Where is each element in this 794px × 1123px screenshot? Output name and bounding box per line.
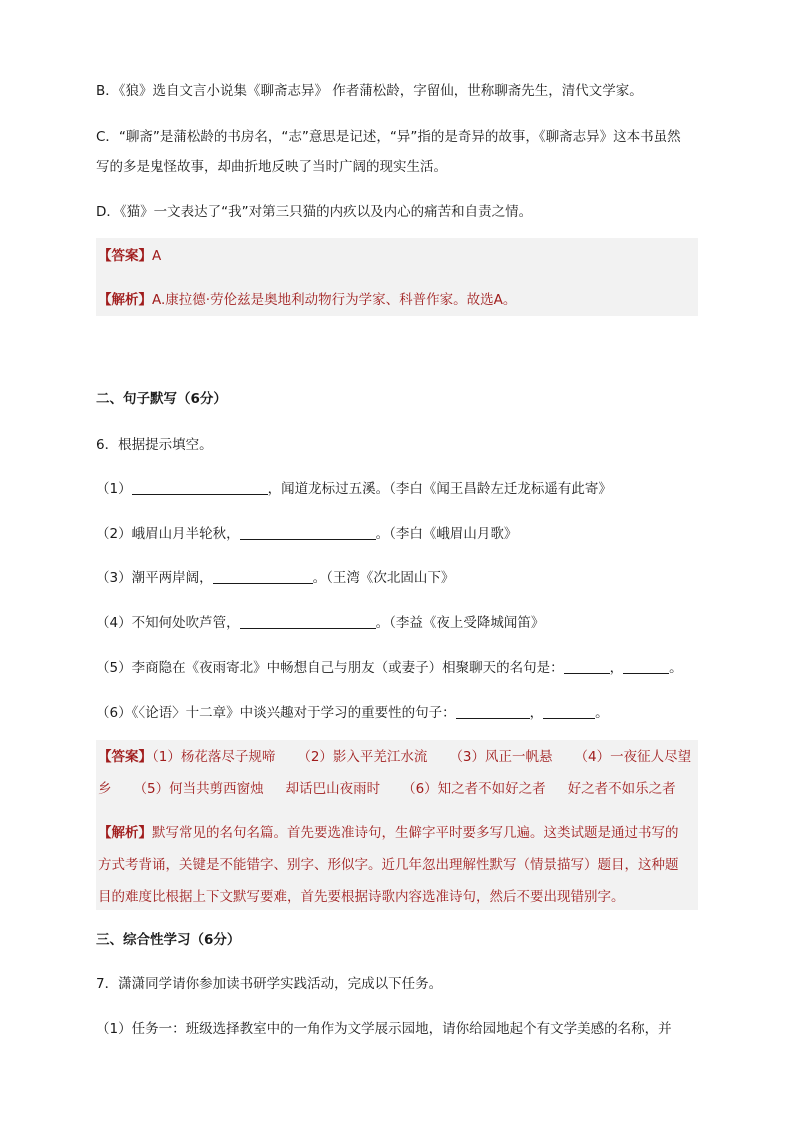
option-b: B．《狼》选自文言小说集《聊斋志异》 作者蒲松龄，字留仙，世称聊斋先生，清代文学家。 [96,83,643,99]
q6-analysis-line1: 【解析】默写常见的名句名篇。首先要选准诗句，生僻字平时要多写几遍。这类试题是通过书写的 [98,825,679,841]
q7-task1: （1）任务一：班级选择教室中的一角作为文学展示园地，请你给园地起个有文学美感的名称，并 [96,1021,672,1037]
q6-item-3: （3）潮平两岸阔， 。（王湾《次北固山下》 [96,570,455,586]
q6-answer-line2: 乡 （5）何当共剪西窗烛 却话巴山夜雨时 （6）知之者不如好之者 好之者不如乐之者 [98,781,676,797]
fill-blank[interactable] [240,614,376,629]
fill-blank[interactable] [543,704,595,719]
q7-stem: 7．潇潇同学请你参加读书研学实践活动，完成以下任务。 [96,976,443,992]
section3-heading: 三、综合性学习（6分） [96,932,241,948]
q6-item-4: （4）不知何处吹芦管， 。（李益《夜上受降城闻笛》 [96,615,545,631]
fill-blank[interactable] [132,480,268,495]
q6-answer-line1: 【答案】（1）杨花落尽子规啼 （2）影入平羌江水流 （3）风正一帆悬 （4）一夜征人尽望 [98,749,692,765]
q6-stem: 6．根据提示填空。 [96,437,213,453]
section2-heading: 二、句子默写（6分） [96,391,227,407]
analysis-text: A.康拉德·劳伦兹是奥地利动物行为学家、科普作家。故选A。 [152,292,517,308]
analysis-tag: 【解析】 [98,292,152,308]
q5-answer-line [98,240,696,272]
q5-analysis-line [98,284,696,316]
option-c-line2: 写的多是鬼怪故事，却曲折地反映了当时广阔的现实生活。 [96,159,447,175]
fill-blank[interactable] [564,659,610,674]
q6-item-1: （1） ，闻道龙标过五溪。（李白《闻王昌龄左迁龙标遥有此寄》 [96,481,612,497]
option-c-line1: C．“聊斋”是蒲松龄的书房名，“志”意思是记述，“异”指的是奇异的故事，《聊斋志异》这本书虽然 [96,129,681,145]
answer-tag: 【答案】 [98,248,152,264]
fill-blank[interactable] [623,659,669,674]
fill-blank[interactable] [213,569,313,584]
q6-analysis-line3: 目的难度比根据上下文默写要难，首先要根据诗歌内容选准诗句，然后不要出现错别字。 [98,889,625,905]
q6-item-6: （6）《〈论语〉十二章》中谈兴趣对于学习的重要性的句子： ， 。 [96,705,609,721]
fill-blank[interactable] [240,525,376,540]
q6-analysis-line2: 方式考背诵，关键是不能错字、别字、形似字。近几年忽出理解性默写（情景描写）题目，这种题 [98,857,679,873]
q5-answer-box [96,238,698,316]
fill-blank[interactable] [456,704,530,719]
answer-text: A [152,248,162,264]
q6-answer-box [96,740,698,910]
option-d: D．《猫》一文表达了“我”对第三只猫的内疚以及内心的痛苦和自责之情。 [96,204,533,220]
q6-item-5: （5）李商隐在《夜雨寄北》中畅想自己与朋友（或妻子）相聚聊天的名句是： ， 。 [96,660,683,676]
q6-item-2: （2）峨眉山月半轮秋， 。（李白《峨眉山月歌》 [96,526,518,542]
